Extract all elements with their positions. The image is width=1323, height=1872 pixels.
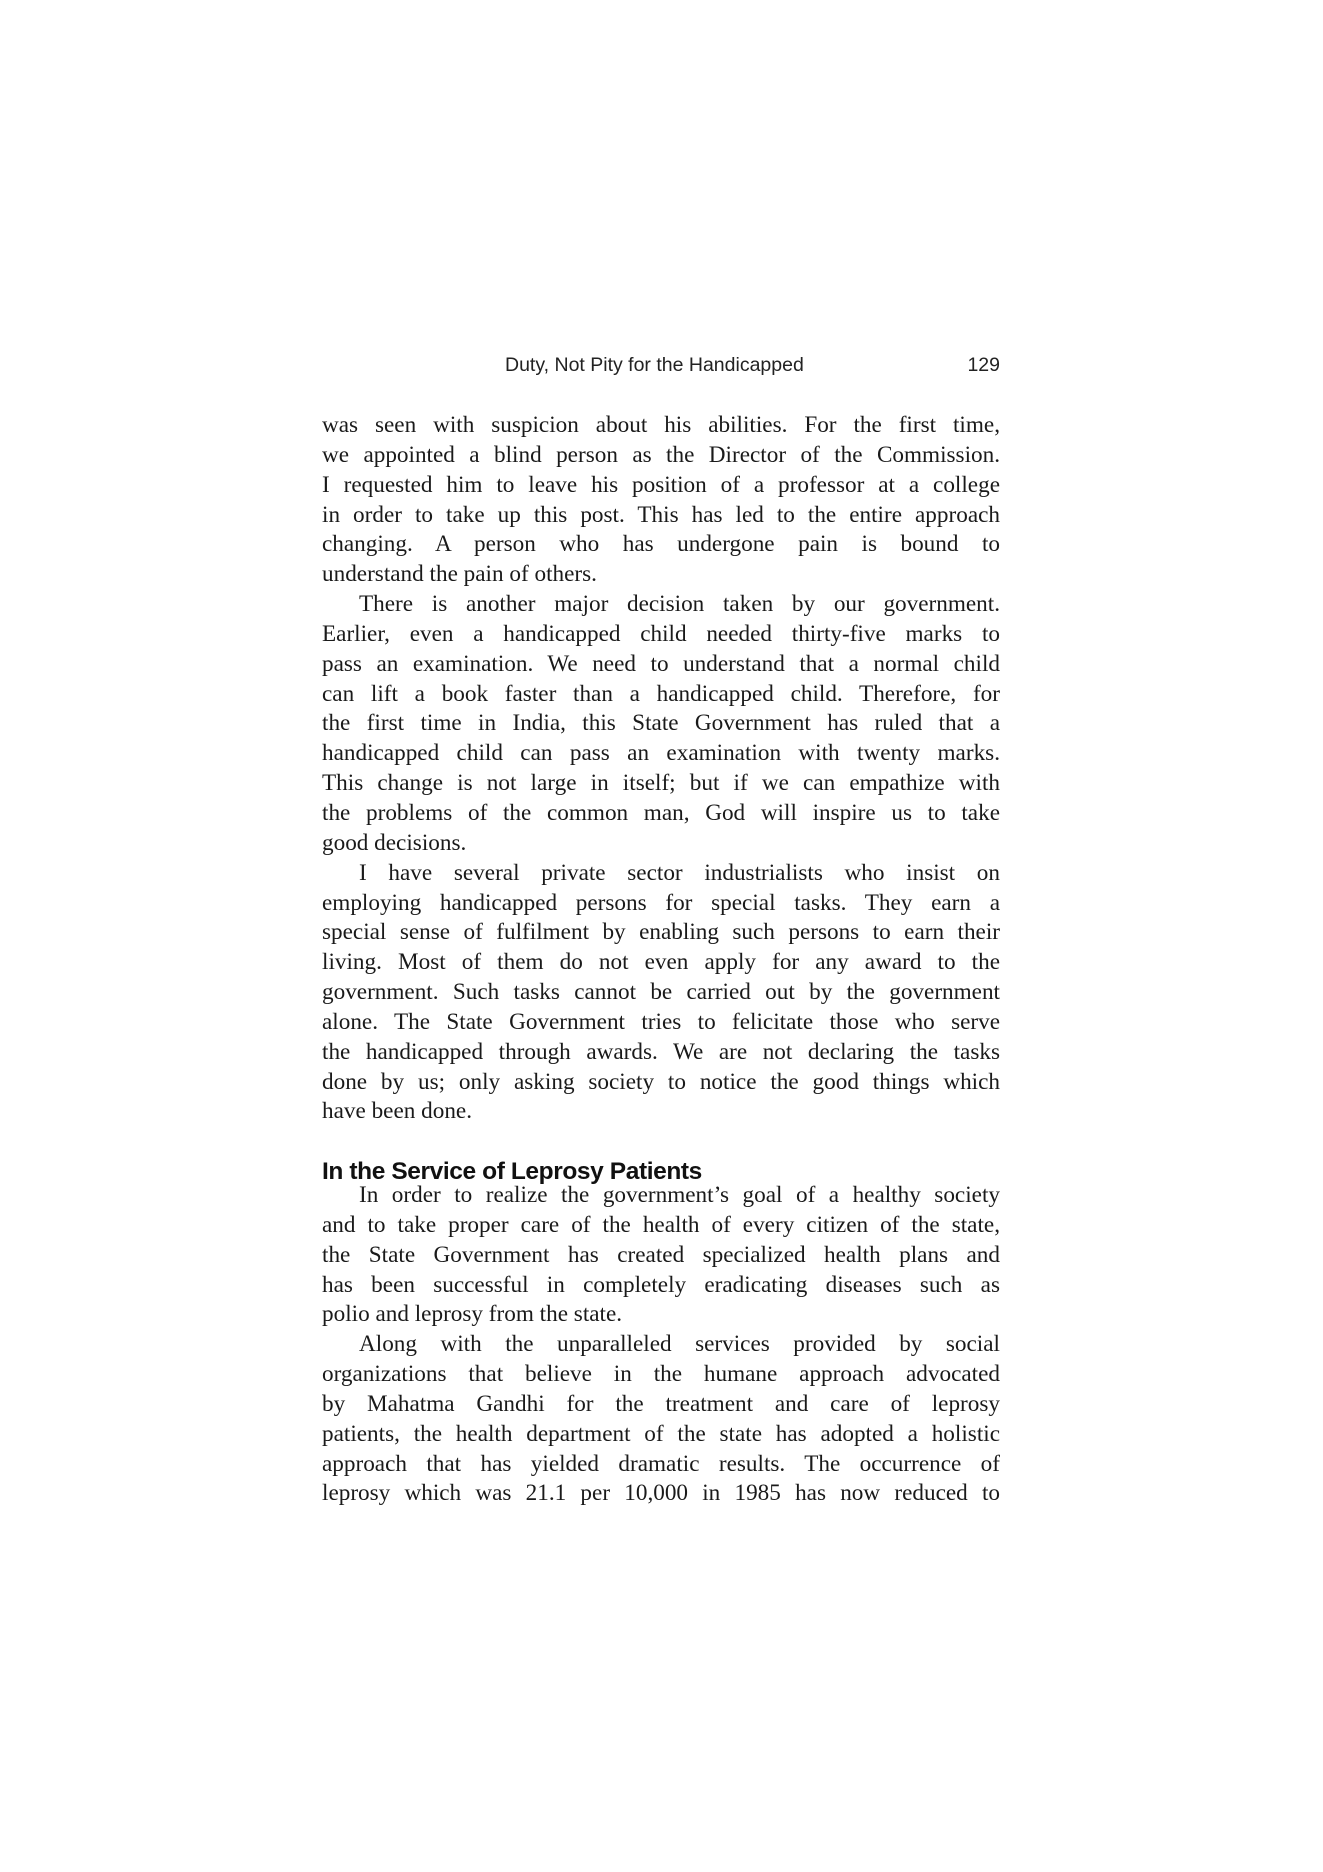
text-line: can lift a book faster than a handicapped child. Therefore, for [322,680,1000,707]
text-line: has been successful in completely eradicating diseases such as [322,1271,1000,1298]
text-line: polio and leprosy from the state. [322,1301,623,1328]
paragraph [322,411,1000,590]
text-line: was seen with suspicion about his abilities. For the first time, [322,412,1000,438]
text-line: handicapped child can pass an examination with twenty marks. [322,740,1000,767]
text-line: have been done. [322,1098,473,1125]
text-line: the handicapped through awards. We are not declaring the tasks [322,1038,1000,1065]
text-line: patients, the health department of the state has adopted a holistic [322,1420,1000,1447]
body-text-before-heading [322,411,1000,1127]
text-line: leprosy which was 21.1 per 10,000 in 1985 has now reduced to [322,1480,1000,1507]
text-line: the problems of the common man, God will inspire us to take [322,799,1000,826]
paragraph [322,590,1000,859]
text-line: understand the pain of others. [322,561,597,588]
paragraph [322,1330,1000,1509]
paragraph [322,859,1000,1128]
text-line: changing. A person who has undergone pain is bound to [322,531,1000,558]
text-line: I requested him to leave his position of a professor at a college [322,471,1000,498]
text-line: by Mahatma Gandhi for the treatment and care of leprosy [322,1390,1000,1417]
text-line: I have several private sector industrialists who insist on [359,859,1000,886]
text-line: in order to take up this post. This has led to the entire approach [322,501,1000,528]
text-line: we appointed a blind person as the Director of the Commission. [322,441,1000,468]
text-line: This change is not large in itself; but if we can empathize with [322,770,1000,797]
text-line: special sense of fulfilment by enabling such persons to earn their [322,919,1000,946]
text-line: Along with the unparalleled services provided by social [359,1331,1000,1358]
text-line: employing handicapped persons for special tasks. They earn a [322,889,1000,916]
text-line: organizations that believe in the humane approach advocated [322,1361,1000,1388]
text-line: Earlier, even a handicapped child needed thirty-five marks to [322,620,1000,647]
text-line: the first time in India, this State Government has ruled that a [322,710,1000,737]
text-line: pass an examination. We need to understand that a normal child [322,650,1000,677]
text-line: In order to realize the government’s goal of a healthy society [359,1182,1000,1208]
page-number: 129 [967,354,1000,376]
text-line: There is another major decision taken by our government. [359,591,1000,618]
section-heading: In the Service of Leprosy Patients [322,1158,702,1185]
running-head [322,352,1000,378]
text-line: and to take proper care of the health of every citizen of the state, [322,1211,1000,1238]
running-head-title: Duty, Not Pity for the Handicapped [505,354,804,376]
text-line: the State Government has created specialized health plans and [322,1241,1000,1268]
text-line: approach that has yielded dramatic results. The occurrence of [322,1450,1000,1477]
text-line: government. Such tasks cannot be carried out by the government [322,979,1000,1006]
text-line: done by us; only asking society to notice the good things which [322,1068,1000,1095]
text-line: good decisions. [322,829,467,856]
text-line: living. Most of them do not even apply for any award to the [322,949,1000,976]
body-text-after-heading [322,1181,1000,1509]
text-line: alone. The State Government tries to felicitate those who serve [322,1008,1000,1035]
paragraph [322,1181,1000,1330]
